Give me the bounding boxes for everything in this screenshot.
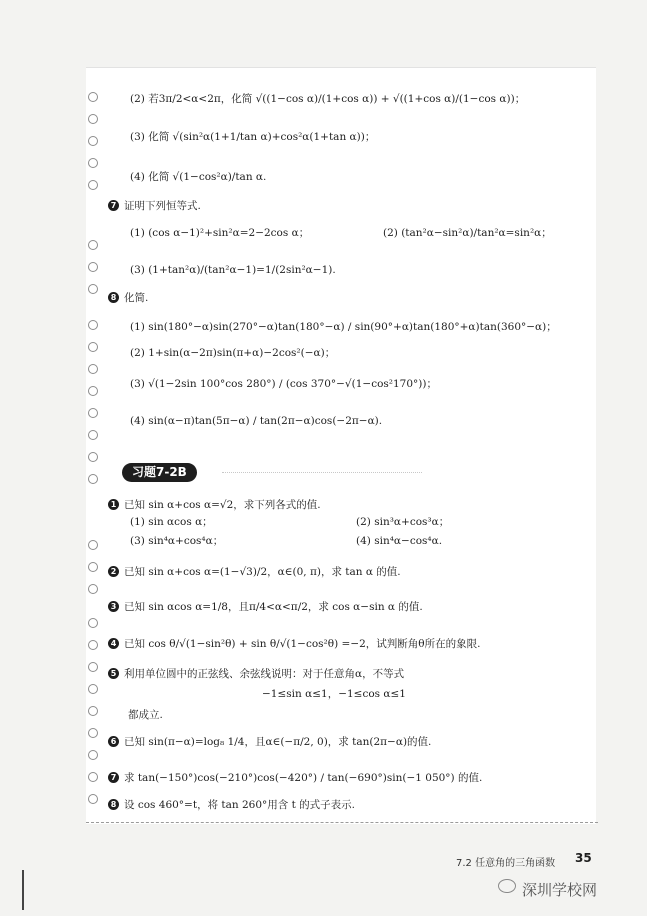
binder-ring (88, 728, 98, 738)
problem-8-text: 化简. (124, 292, 149, 304)
exercise-8-text: 设 cos 460°=t，将 tan 260°用含 t 的式子表示. (124, 799, 356, 811)
binder-ring (88, 474, 98, 484)
exercise-1 (108, 498, 321, 512)
watermark: 深圳学校网 (522, 881, 598, 899)
book-spine-line (22, 870, 24, 910)
problem-6-part-4: (4) 化简 √(1−cos²α)/tan α. (130, 171, 267, 183)
problem-7-heading (108, 199, 201, 213)
exercise-1-part-4: (4) sin⁴α−cos⁴α. (356, 535, 443, 547)
exercise-5 (108, 667, 404, 681)
binder-ring (88, 452, 98, 462)
exercise-4-text: 已知 cos θ/√(1−sin²θ) + sin θ/√(1−cos²θ) =−2，试判断角θ所在的象限. (124, 638, 481, 650)
exercise-3-text: 已知 sin αcos α=1/8，且π/4<α<π/2，求 cos α−sin α 的值. (124, 601, 423, 613)
exercise-4 (108, 637, 480, 651)
problem-8-heading (108, 291, 148, 305)
binder-ring (88, 662, 98, 672)
exercise-6 (108, 735, 431, 749)
binder-ring (88, 562, 98, 572)
problem-7-part-1: (1) (cos α−1)²+sin²α=2−2cos α； (130, 227, 310, 239)
binder-ring (88, 114, 98, 124)
binder-ring (88, 386, 98, 396)
exercise-1-text: 已知 sin α+cos α=√2，求下列各式的值. (124, 499, 321, 511)
binder-ring (88, 408, 98, 418)
problem-number-badge: 4 (108, 638, 119, 649)
problem-number-badge: 1 (108, 499, 119, 510)
page-number: 35 (575, 851, 592, 865)
problem-7-part-3: (3) (1+tan²α)/(tan²α−1)=1/(2sin²α−1). (130, 264, 336, 276)
section-divider (222, 472, 422, 473)
exercise-8 (108, 798, 355, 812)
wechat-icon (498, 879, 516, 893)
binder-ring (88, 320, 98, 330)
problem-number-badge: 3 (108, 601, 119, 612)
binder-ring (88, 772, 98, 782)
problem-7-part-2: (2) (tan²α−sin²α)/tan²α=sin²α； (383, 227, 552, 239)
exercise-1-part-3: (3) sin⁴α+cos⁴α； (130, 535, 224, 547)
binder-ring (88, 240, 98, 250)
exercise-3 (108, 600, 423, 614)
exercise-5-ending: 都成立. (128, 709, 163, 721)
problem-number-badge: 5 (108, 668, 119, 679)
binder-ring (88, 794, 98, 804)
problem-6-part-3: (3) 化简 √(sin²α(1+1/tan α)+cos²α(1+tan α))； (130, 131, 376, 143)
binder-ring (88, 262, 98, 272)
section-footer: 7.2 任意角的三角函数 (456, 858, 556, 869)
binder-ring (88, 364, 98, 374)
exercise-7 (108, 771, 482, 785)
binder-ring (88, 136, 98, 146)
exercise-5-inequality: −1≤sin α≤1，−1≤cos α≤1 (262, 688, 406, 700)
exercise-6-text: 已知 sin(π−α)=log₈ 1/4，且α∈(−π/2, 0)，求 tan(2π−α)的值. (124, 736, 432, 748)
problem-number-badge: 7 (108, 200, 119, 211)
binder-ring (88, 540, 98, 550)
binder-ring (88, 584, 98, 594)
exercise-1-part-1: (1) sin αcos α； (130, 516, 213, 528)
problem-number-badge: 8 (108, 292, 119, 303)
page-edge-divider (86, 822, 598, 823)
binder-ring (88, 618, 98, 628)
binder-ring (88, 342, 98, 352)
binder-ring (88, 640, 98, 650)
problem-number-badge: 2 (108, 566, 119, 577)
binder-ring (88, 92, 98, 102)
problem-8-part-4: (4) sin(α−π)tan(5π−α) / tan(2π−α)cos(−2π−α). (130, 415, 383, 427)
problem-8-part-3: (3) √(1−2sin 100°cos 280°) / (cos 370°−√(1−cos²170°))； (130, 378, 437, 390)
binder-ring (88, 430, 98, 440)
binder-ring (88, 180, 98, 190)
exercise-section-title: 习题7-2B (122, 463, 197, 482)
binder-ring (88, 158, 98, 168)
exercise-2-text: 已知 sin α+cos α=(1−√3)/2，α∈(0, π)，求 tan α 的值. (124, 566, 401, 578)
problem-8-part-2: (2) 1+sin(α−2π)sin(π+α)−2cos²(−α)； (130, 347, 336, 359)
problem-8-part-1: (1) sin(180°−α)sin(270°−α)tan(180°−α) / sin(90°+α)tan(180°+α)tan(360°−α)； (130, 321, 557, 333)
exercise-1-part-2: (2) sin³α+cos³α； (356, 516, 450, 528)
exercise-2 (108, 565, 401, 579)
problem-6-part-2: (2) 若3π/2<α<2π，化简 √((1−cos α)/(1+cos α)) + √((1+cos α)/(1−cos α))； (130, 93, 526, 105)
binder-ring (88, 750, 98, 760)
exercise-7-text: 求 tan(−150°)cos(−210°)cos(−420°) / tan(−690°)sin(−1 050°) 的值. (124, 772, 483, 784)
problem-number-badge: 7 (108, 772, 119, 783)
problem-number-badge: 8 (108, 799, 119, 810)
problem-number-badge: 6 (108, 736, 119, 747)
binder-ring (88, 284, 98, 294)
problem-7-text: 证明下列恒等式. (124, 200, 201, 212)
binder-ring (88, 684, 98, 694)
exercise-5-text: 利用单位圆中的正弦线、余弦线说明：对于任意角α，不等式 (124, 668, 405, 680)
binder-ring (88, 706, 98, 716)
